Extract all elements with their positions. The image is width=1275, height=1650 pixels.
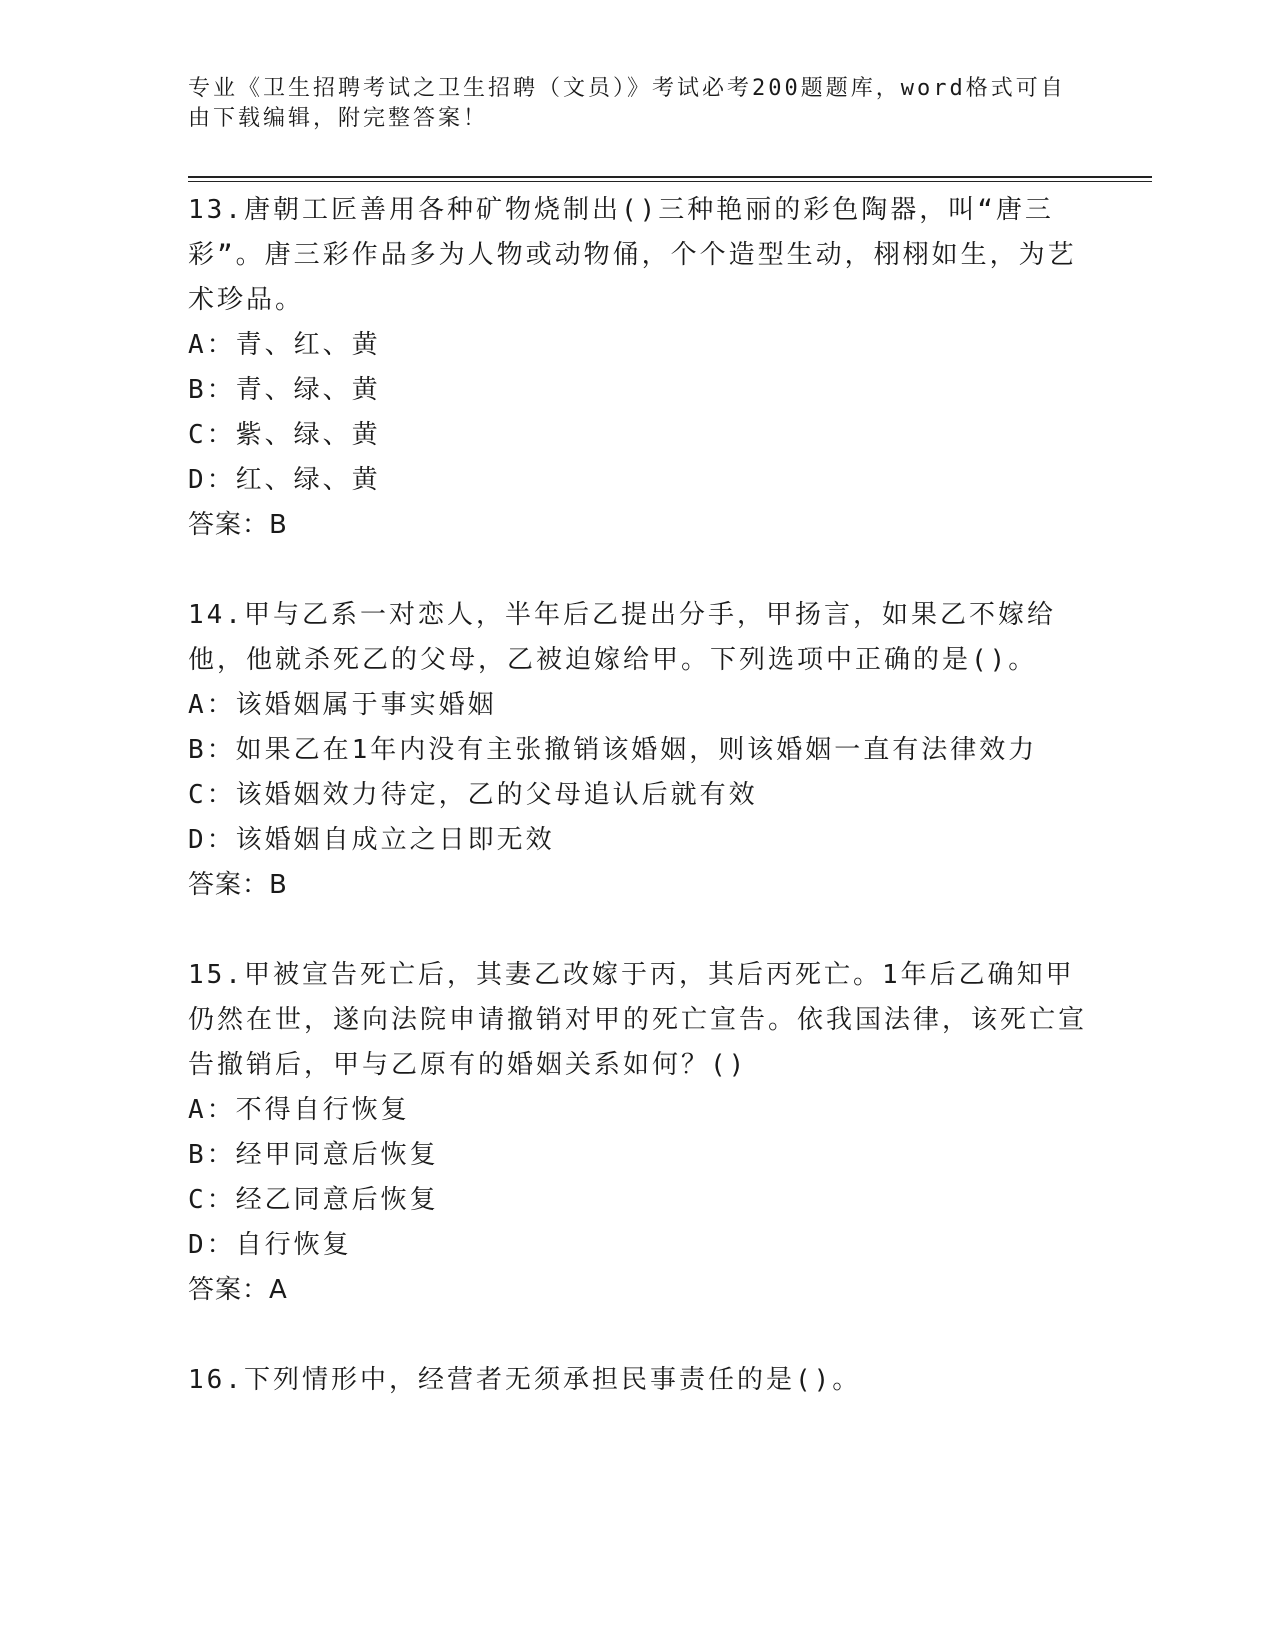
option-a: A：该婚姻属于事实婚姻 [188,690,497,720]
question-text: 15.甲被宣告死亡后，其妻乙改嫁于丙，其后丙死亡。1年后乙确知甲仍然在世，遂向法院申请撤销对甲的死亡宣告。依我国法律，该死亡宣告撤销后，甲与乙原有的婚姻关系如何？() [188,960,1088,1080]
question-14 [188,593,1088,908]
option-a: A：青、红、黄 [188,330,381,360]
question-list [188,188,1088,1403]
answer-label: 答案：B [188,870,288,900]
option-c: C：紫、绿、黄 [188,420,381,450]
header-rule-thick [188,176,1152,178]
question-text: 14.甲与乙系一对恋人，半年后乙提出分手，甲扬言，如果乙不嫁给他，他就杀死乙的父母，乙被迫嫁给甲。下列选项中正确的是()。 [188,600,1056,675]
option-d: D：该婚姻自成立之日即无效 [188,825,555,855]
option-b: B：经甲同意后恢复 [188,1140,439,1170]
answer-label: 答案：B [188,510,288,540]
document-header: 专业《卫生招聘考试之卫生招聘（文员）》考试必考200题题库，word格式可自由下载编辑，附完整答案！ [188,76,1066,131]
question-text: 16.下列情形中，经营者无须承担民事责任的是()。 [188,1365,862,1395]
question-16 [188,1358,1088,1403]
header-rule-thin [188,181,1152,182]
answer-label: 答案：A [188,1275,288,1305]
option-d: D：红、绿、黄 [188,465,381,495]
option-c: C：该婚姻效力待定，乙的父母追认后就有效 [188,780,758,810]
option-d: D：自行恢复 [188,1230,352,1260]
question-text: 13.唐朝工匠善用各种矿物烧制出()三种艳丽的彩色陶器，叫“唐三彩”。唐三彩作品多为人物或动物俑，个个造型生动，栩栩如生，为艺术珍品。 [188,195,1077,315]
question-13 [188,188,1088,548]
option-c: C：经乙同意后恢复 [188,1185,439,1215]
option-b: B：如果乙在1年内没有主张撤销该婚姻，则该婚姻一直有法律效力 [188,735,1038,765]
question-15 [188,953,1088,1313]
option-b: B：青、绿、黄 [188,375,381,405]
option-a: A：不得自行恢复 [188,1095,410,1125]
